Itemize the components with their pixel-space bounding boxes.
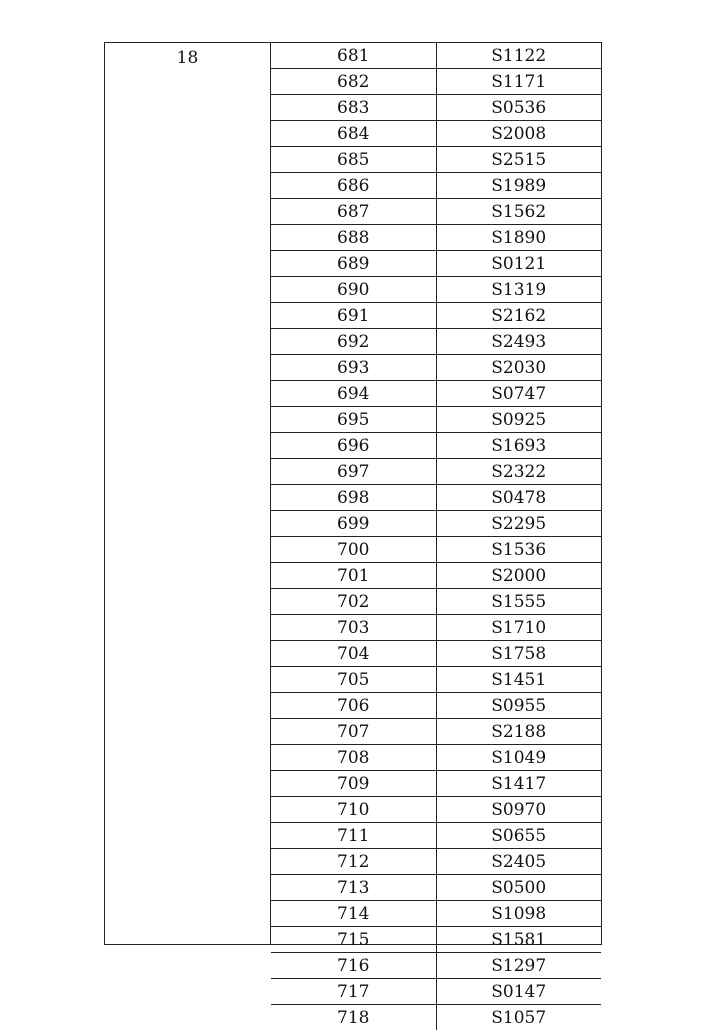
row-number-cell: 693 [271,355,437,380]
row-number-cell: 704 [271,641,437,666]
row-number-cell: 683 [271,95,437,120]
row-number-cell: 700 [271,537,437,562]
table-row [271,849,601,875]
row-code-cell: S2322 [491,462,547,482]
row-number-cell: 685 [271,147,437,172]
row-number-cell: 681 [271,43,437,68]
row-number-cell: 692 [271,329,437,354]
row-code-cell: S1989 [491,176,547,196]
table-row [271,797,601,823]
table-row [271,95,601,121]
row-code-cell: S2515 [491,150,547,170]
table-row [271,433,601,459]
row-number-cell: 717 [271,979,437,1004]
row-code-cell: S2000 [491,566,547,586]
row-number-cell: 688 [271,225,437,250]
table-row [271,355,601,381]
row-code-cell: S0478 [491,488,547,508]
row-code-cell: S1319 [491,280,547,300]
table-row [271,875,601,901]
row-number-cell: 708 [271,745,437,770]
table-row [271,823,601,849]
row-code-cell: S1171 [491,72,547,92]
row-number-cell: 695 [271,407,437,432]
row-number-cell: 697 [271,459,437,484]
table-row [271,381,601,407]
row-number-cell: 709 [271,771,437,796]
row-number-cell: 694 [271,381,437,406]
row-number-cell: 710 [271,797,437,822]
row-code-cell: S0655 [491,826,547,846]
table-row [271,459,601,485]
row-number-cell: 711 [271,823,437,848]
row-code-cell: S1890 [491,228,547,248]
table-row [271,69,601,95]
table-row [271,251,601,277]
row-number-cell: 707 [271,719,437,744]
table-row [271,173,601,199]
table-row [271,511,601,537]
row-code-cell: S2405 [491,852,547,872]
row-code-cell: S1098 [491,904,547,924]
row-code-cell: S0500 [491,878,547,898]
row-code-cell: S1555 [491,592,547,612]
group-cell [105,43,271,944]
table-row [271,771,601,797]
row-code-cell: S1693 [491,436,547,456]
row-code-cell: S2188 [491,722,547,742]
row-code-cell: S2030 [491,358,547,378]
table-row [271,901,601,927]
row-number-cell: 703 [271,615,437,640]
table-row [271,43,601,69]
row-number-cell: 713 [271,875,437,900]
row-number-cell: 712 [271,849,437,874]
table-row [271,277,601,303]
row-number-cell: 687 [271,199,437,224]
row-number-cell: 714 [271,901,437,926]
row-code-cell: S1297 [491,956,547,976]
row-code-cell: S1710 [491,618,547,638]
row-number-cell: 705 [271,667,437,692]
table-row [271,147,601,173]
table-row [271,641,601,667]
row-code-cell: S1122 [491,46,547,66]
table-row [271,537,601,563]
table-row [271,719,601,745]
row-code-cell: S1417 [491,774,547,794]
row-code-cell: S1562 [491,202,547,222]
row-number-cell: 701 [271,563,437,588]
row-code-cell: S0955 [491,696,547,716]
row-code-cell: S1536 [491,540,547,560]
table-body [271,43,601,1028]
row-number-cell: 699 [271,511,437,536]
table-row [271,199,601,225]
table-row [271,225,601,251]
row-code-cell: S0147 [491,982,547,1002]
row-code-cell: S1758 [491,644,547,664]
row-code-cell: S0121 [491,254,547,274]
row-code-cell: S0536 [491,98,547,118]
table-row [271,407,601,433]
row-number-cell: 682 [271,69,437,94]
row-number-cell: 715 [271,927,437,952]
row-code-cell: S2162 [491,306,547,326]
row-code-cell: S1581 [491,930,547,950]
table-row [271,615,601,641]
table-row [271,303,601,329]
row-code-cell: S0747 [491,384,547,404]
row-number-cell: 691 [271,303,437,328]
table-row [271,979,601,1005]
row-number-cell: 706 [271,693,437,718]
row-code-cell: S0925 [491,410,547,430]
row-number-cell: 698 [271,485,437,510]
table-row [271,927,601,953]
row-number-cell: 689 [271,251,437,276]
table-row [271,589,601,615]
row-number-cell: 696 [271,433,437,458]
row-code-cell: S2008 [491,124,547,144]
row-number-cell: 718 [271,1005,437,1030]
row-code-cell: S2295 [491,514,547,534]
table-row [271,745,601,771]
table-row [271,693,601,719]
group-number: 18 [176,48,199,68]
row-code-cell: S1057 [491,1008,547,1028]
table-row [271,485,601,511]
row-code-cell: S0970 [491,800,547,820]
table-row [271,1005,601,1030]
table-row [271,329,601,355]
table-row [271,953,601,979]
row-code-cell: S1451 [491,670,547,690]
table-row [271,121,601,147]
row-number-cell: 716 [271,953,437,978]
table-row [271,563,601,589]
row-number-cell: 684 [271,121,437,146]
data-table [104,42,602,1028]
row-number-cell: 686 [271,173,437,198]
row-code-cell: S2493 [491,332,547,352]
row-code-cell: S1049 [491,748,547,768]
row-number-cell: 690 [271,277,437,302]
row-number-cell: 702 [271,589,437,614]
table-row [271,667,601,693]
